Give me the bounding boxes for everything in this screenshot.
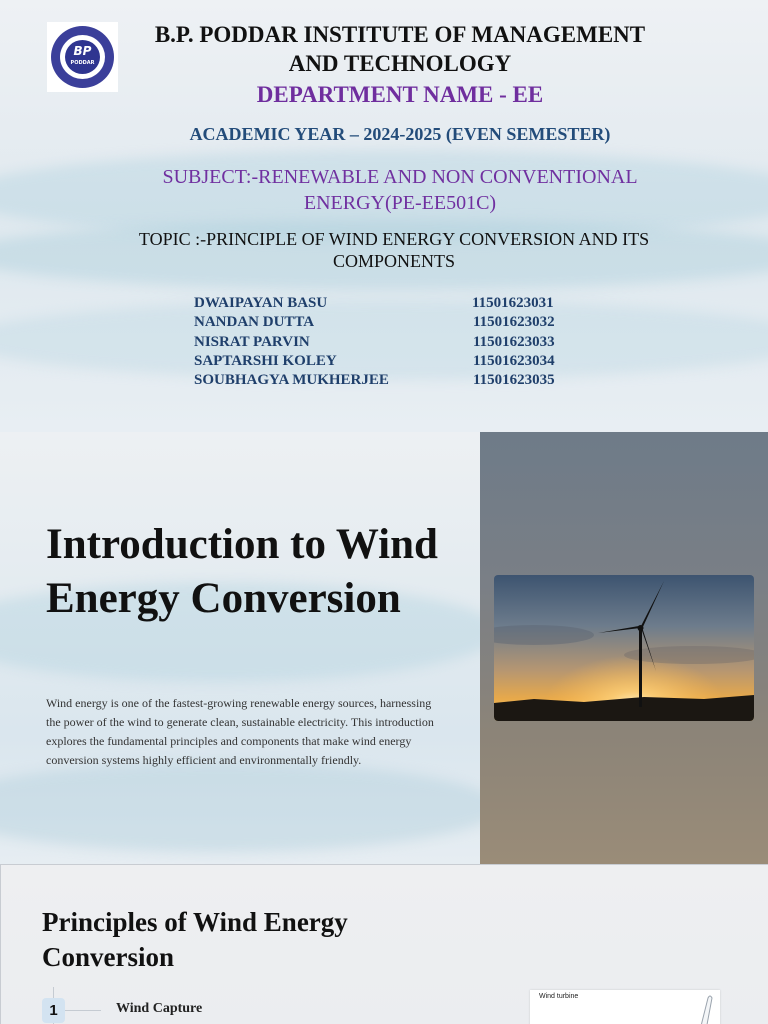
principles-slide (0, 864, 768, 1024)
slide-title-line1: Principles of Wind Energy (42, 907, 348, 937)
institute-name (110, 20, 690, 78)
member-row (194, 314, 614, 333)
slide-title-line2: Energy Conversion (46, 575, 401, 622)
wind-turbine-diagram (530, 990, 720, 1024)
member-name: NISRAT PARVIN (194, 333, 310, 350)
logo-subtext: PODDAR (70, 60, 95, 66)
topic-line2: COMPONENTS (332, 251, 456, 271)
slide-title (46, 518, 466, 626)
intro-paragraph: Wind energy is one of the fastest-growing renewable energy sources, harnessing the power of the wind to generate clean, sustainable electricity. This introduction explores the fundamental principles and components that make wind energy conversion systems highly efficient and environmentally friendly. (46, 696, 434, 767)
subject-line1: SUBJECT:-RENEWABLE AND NON CONVENTIONAL (162, 166, 638, 188)
topic-line1: TOPIC :-PRINCIPLE OF WIND ENERGY CONVERSION AND ITS (138, 229, 650, 249)
introduction-slide (0, 432, 768, 864)
member-row (194, 334, 614, 353)
member-name: SAPTARSHI KOLEY (194, 352, 337, 369)
academic-year: ACADEMIC YEAR – 2024-2025 (EVEN SEMESTER) (189, 124, 611, 144)
wind-turbine-photo (494, 575, 754, 721)
step-label: Wind Capture (116, 1001, 203, 1016)
member-roll: 11501623035 (473, 372, 555, 389)
slide-title-line1: Introduction to Wind (46, 521, 438, 568)
background-wave (0, 762, 500, 852)
institute-logo (47, 22, 118, 92)
institute-name-line1: B.P. PODDAR INSTITUTE OF MANAGEMENT (154, 22, 646, 47)
member-name: DWAIPAYAN BASU (194, 295, 328, 311)
department-name: DEPARTMENT NAME - EE (256, 82, 544, 107)
institute-name-line2: AND TECHNOLOGY (288, 51, 512, 76)
member-name: SOUBHAGYA MUKHERJEE (194, 372, 389, 389)
subject (100, 164, 700, 216)
member-row (194, 353, 614, 372)
logo-text: BP (73, 44, 92, 58)
image-panel (480, 432, 768, 864)
member-name: NANDAN DUTTA (194, 314, 315, 331)
step-number-badge: 1 (42, 998, 65, 1023)
subject-line2: ENERGY(PE-EE501C) (303, 192, 497, 214)
member-roll: 11501623031 (472, 295, 554, 311)
member-roll: 11501623032 (473, 314, 555, 331)
member-list (194, 295, 614, 391)
slide-title (42, 905, 422, 975)
title-slide (0, 0, 768, 432)
diagram-label: Wind turbine (539, 993, 579, 1000)
topic (94, 228, 694, 272)
member-roll: 11501623034 (473, 352, 555, 369)
timeline-connector (65, 1010, 101, 1011)
member-row (194, 295, 614, 314)
member-row (194, 372, 614, 391)
member-roll: 11501623033 (473, 333, 555, 350)
slide-title-line2: Conversion (42, 942, 175, 972)
